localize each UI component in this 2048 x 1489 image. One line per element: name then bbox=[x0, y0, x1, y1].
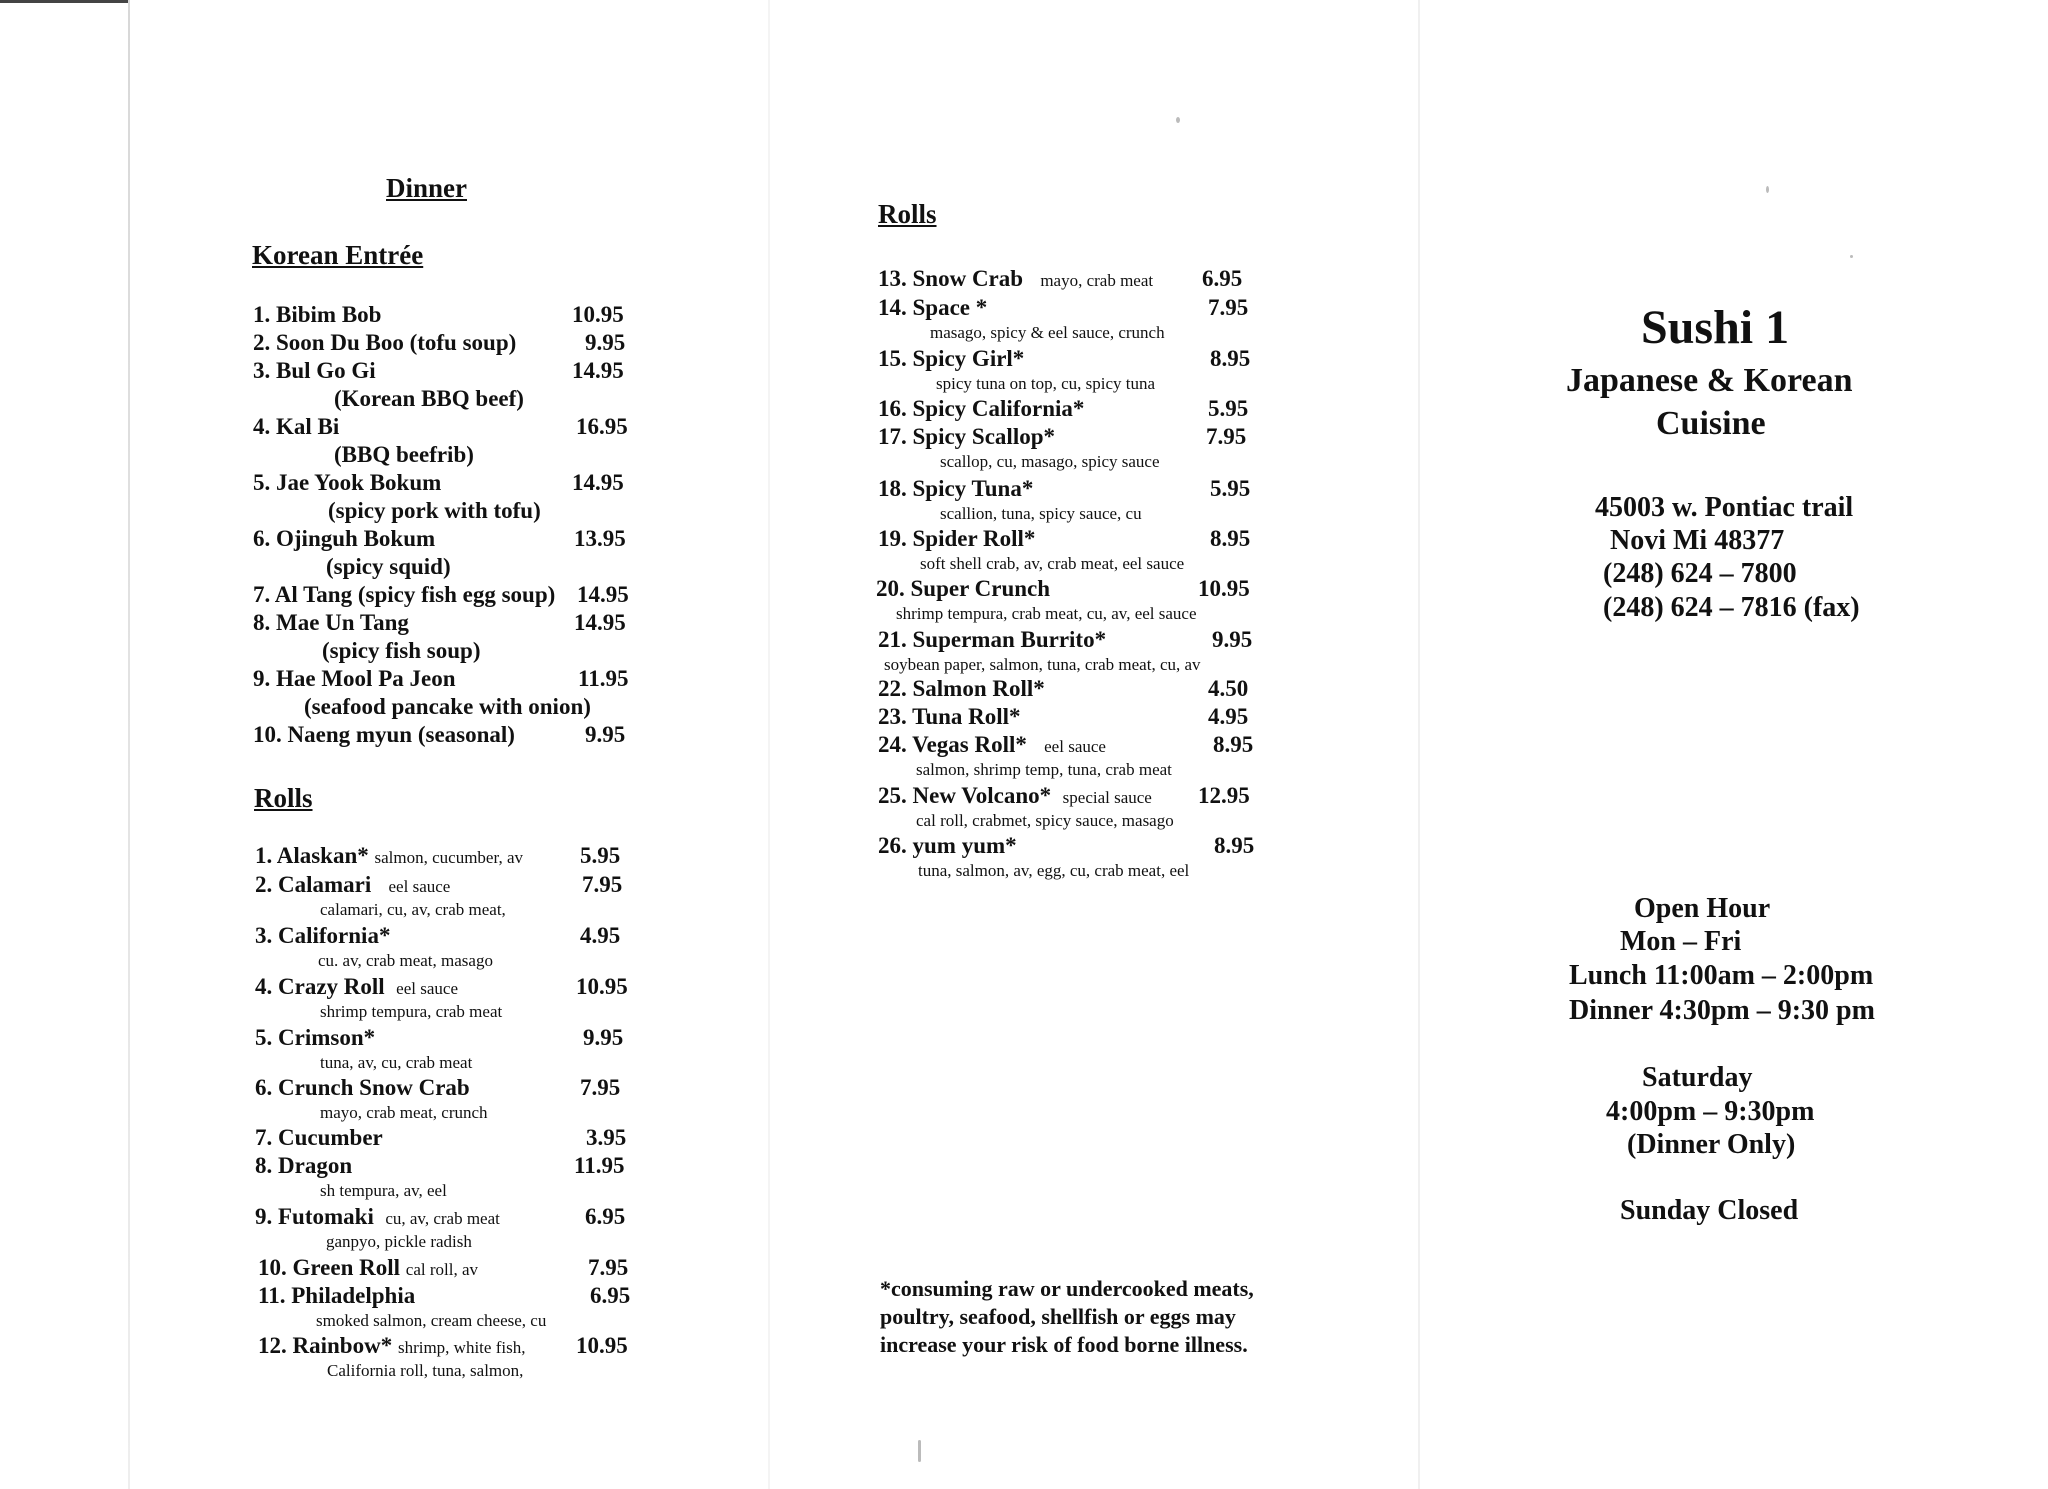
address-street: 45003 w. Pontiac trail bbox=[1595, 492, 1854, 523]
entree-desc: (BBQ beefrib) bbox=[334, 442, 474, 467]
roll-price: 9.95 bbox=[1212, 627, 1253, 652]
roll-desc: shrimp tempura, crab meat bbox=[320, 1002, 503, 1021]
roll-price: 5.95 bbox=[1208, 396, 1249, 421]
roll-desc: mayo, crab meat, crunch bbox=[320, 1103, 488, 1122]
roll-name: 14. Space * bbox=[878, 295, 988, 320]
entree-desc: (spicy fish soup) bbox=[322, 638, 481, 663]
dinner-heading: Dinner bbox=[386, 173, 467, 203]
sunday-closed: Sunday Closed bbox=[1620, 1195, 1799, 1226]
roll-price: 8.95 bbox=[1210, 526, 1251, 551]
roll-price: 5.95 bbox=[1210, 476, 1251, 501]
roll-desc: cal roll, crabmet, spicy sauce, masago bbox=[916, 811, 1174, 830]
roll-price: 9.95 bbox=[583, 1025, 624, 1050]
roll-name: 8. Dragon bbox=[255, 1153, 353, 1178]
roll-desc: smoked salmon, cream cheese, cu bbox=[316, 1311, 547, 1330]
roll-inline-note: cal roll, av bbox=[405, 1260, 479, 1279]
roll-inline-note: salmon, cucumber, av bbox=[374, 848, 524, 867]
roll-desc: scallop, cu, masago, spicy sauce bbox=[940, 452, 1160, 471]
roll-price: 7.95 bbox=[1208, 295, 1249, 320]
dinner-hours: Dinner 4:30pm – 9:30 pm bbox=[1569, 995, 1875, 1026]
open-hour-heading: Open Hour bbox=[1634, 893, 1771, 924]
fold-line bbox=[768, 0, 770, 1489]
roll-desc: salmon, shrimp temp, tuna, crab meat bbox=[916, 760, 1172, 779]
roll-desc: spicy tuna on top, cu, spicy tuna bbox=[936, 374, 1156, 393]
entree-price: 11.95 bbox=[578, 666, 629, 691]
entree-name: 10. Naeng myun (seasonal) bbox=[253, 722, 515, 747]
entree-desc: (seafood pancake with onion) bbox=[304, 694, 591, 719]
roll-price: 11.95 bbox=[574, 1153, 625, 1178]
roll-desc: ganpyo, pickle radish bbox=[326, 1232, 472, 1251]
address-city: Novi Mi 48377 bbox=[1610, 525, 1785, 556]
roll-name: 12. Rainbow* shrimp, white fish, bbox=[258, 1333, 526, 1358]
entree-price: 10.95 bbox=[572, 302, 624, 327]
korean-entree-heading: Korean Entrée bbox=[252, 240, 424, 270]
roll-name: 19. Spider Roll* bbox=[878, 526, 1036, 551]
roll-price: 10.95 bbox=[1198, 576, 1250, 601]
entree-name: 8. Mae Un Tang bbox=[253, 610, 409, 635]
phone-number: (248) 624 – 7800 bbox=[1603, 558, 1797, 589]
roll-name: 23. Tuna Roll* bbox=[878, 704, 1021, 729]
roll-name: 24. Vegas Roll* eel sauce bbox=[878, 732, 1106, 757]
roll-price: 4.95 bbox=[580, 923, 621, 948]
entree-name: 9. Hae Mool Pa Jeon bbox=[253, 666, 456, 691]
rolls-heading: Rolls bbox=[878, 199, 937, 229]
roll-inline-note: eel sauce bbox=[1044, 737, 1106, 756]
roll-desc: soft shell crab, av, crab meat, eel sauce bbox=[920, 554, 1185, 573]
roll-name: 4. Crazy Roll eel sauce bbox=[255, 974, 458, 999]
entree-name: 6. Ojinguh Bokum bbox=[253, 526, 436, 551]
roll-inline-note: special sauce bbox=[1062, 788, 1152, 807]
restaurant-name: Sushi 1 bbox=[1641, 301, 1790, 354]
roll-desc: tuna, salmon, av, egg, cu, crab meat, eel bbox=[918, 861, 1190, 880]
roll-price: 8.95 bbox=[1213, 732, 1254, 757]
roll-desc: shrimp tempura, crab meat, cu, av, eel sauce bbox=[896, 604, 1197, 623]
saturday-label: Saturday bbox=[1642, 1062, 1753, 1093]
cuisine-line-2: Cuisine bbox=[1656, 405, 1766, 442]
entree-desc: (spicy pork with tofu) bbox=[328, 498, 541, 523]
roll-desc: soybean paper, salmon, tuna, crab meat, cu, av bbox=[884, 655, 1201, 674]
lunch-hours: Lunch 11:00am – 2:00pm bbox=[1569, 960, 1874, 991]
entree-name: 1. Bibim Bob bbox=[253, 302, 382, 327]
roll-price: 8.95 bbox=[1210, 346, 1251, 371]
roll-inline-note: mayo, crab meat bbox=[1040, 271, 1154, 290]
roll-desc: tuna, av, cu, crab meat bbox=[320, 1053, 473, 1072]
roll-price: 6.95 bbox=[590, 1283, 631, 1308]
entree-name: 5. Jae Yook Bokum bbox=[253, 470, 442, 495]
cuisine-line-1: Japanese & Korean bbox=[1566, 362, 1853, 399]
entree-name: 2. Soon Du Boo (tofu soup) bbox=[253, 330, 517, 355]
entree-price: 16.95 bbox=[576, 414, 628, 439]
entree-name: 4. Kal Bi bbox=[253, 414, 340, 439]
rolls-heading: Rolls bbox=[254, 783, 313, 813]
entree-price: 13.95 bbox=[574, 526, 626, 551]
entree-price: 14.95 bbox=[574, 610, 626, 635]
entree-price: 14.95 bbox=[577, 582, 629, 607]
roll-desc: sh tempura, av, eel bbox=[320, 1181, 447, 1200]
scan-speck bbox=[918, 1440, 921, 1462]
roll-inline-note: shrimp, white fish, bbox=[397, 1338, 526, 1357]
roll-name: 16. Spicy California* bbox=[878, 396, 1085, 421]
roll-price: 7.95 bbox=[580, 1075, 621, 1100]
entree-price: 9.95 bbox=[585, 722, 626, 747]
roll-name: 5. Crimson* bbox=[255, 1025, 376, 1050]
scan-speck bbox=[1766, 186, 1769, 193]
roll-name: 18. Spicy Tuna* bbox=[878, 476, 1034, 501]
fold-line bbox=[1418, 0, 1420, 1489]
roll-name: 13. Snow Crab mayo, crab meat bbox=[878, 266, 1154, 291]
roll-price: 10.95 bbox=[576, 1333, 628, 1358]
roll-name: 9. Futomaki cu, av, crab meat bbox=[255, 1204, 500, 1229]
roll-inline-note: eel sauce bbox=[396, 979, 458, 998]
roll-price: 6.95 bbox=[1202, 266, 1243, 291]
weekday-label: Mon – Fri bbox=[1620, 926, 1742, 957]
roll-name: 7. Cucumber bbox=[255, 1125, 383, 1150]
roll-name: 11. Philadelphia bbox=[258, 1283, 416, 1308]
roll-name: 3. California* bbox=[255, 923, 391, 948]
roll-price: 12.95 bbox=[1198, 783, 1250, 808]
roll-price: 6.95 bbox=[585, 1204, 626, 1229]
entree-name: 3. Bul Go Gi bbox=[253, 358, 376, 383]
roll-name: 22. Salmon Roll* bbox=[878, 676, 1045, 701]
roll-name: 20. Super Crunch bbox=[876, 576, 1051, 601]
roll-price: 4.95 bbox=[1208, 704, 1249, 729]
roll-desc: masago, spicy & eel sauce, crunch bbox=[930, 323, 1165, 342]
dinner-only-note: (Dinner Only) bbox=[1627, 1129, 1796, 1160]
roll-name: 1. Alaskan* salmon, cucumber, av bbox=[255, 843, 524, 868]
scan-edge-line bbox=[0, 0, 130, 3]
roll-inline-note: cu, av, crab meat bbox=[385, 1209, 500, 1228]
entree-desc: (Korean BBQ beef) bbox=[334, 386, 524, 411]
entree-name: 7. Al Tang (spicy fish egg soup) bbox=[253, 582, 556, 607]
roll-price: 3.95 bbox=[586, 1125, 627, 1150]
page-edge bbox=[128, 0, 130, 1489]
roll-name: 10. Green Roll cal roll, av bbox=[258, 1255, 479, 1280]
scan-speck bbox=[1176, 117, 1180, 123]
roll-price: 7.95 bbox=[1206, 424, 1247, 449]
entree-price: 14.95 bbox=[572, 470, 624, 495]
saturday-hours: 4:00pm – 9:30pm bbox=[1606, 1096, 1815, 1127]
entree-price: 9.95 bbox=[585, 330, 626, 355]
roll-desc: California roll, tuna, salmon, bbox=[327, 1361, 524, 1380]
entree-price: 14.95 bbox=[572, 358, 624, 383]
raw-food-warning: *consuming raw or undercooked meats, poultry, seafood, shellfish or eggs may increase your risk of food borne illness. bbox=[880, 1276, 1254, 1357]
roll-price: 5.95 bbox=[580, 843, 621, 868]
roll-price: 7.95 bbox=[588, 1255, 629, 1280]
entree-desc: (spicy squid) bbox=[326, 554, 451, 579]
roll-name: 21. Superman Burrito* bbox=[878, 627, 1107, 652]
roll-price: 8.95 bbox=[1214, 833, 1255, 858]
roll-desc: scallion, tuna, spicy sauce, cu bbox=[940, 504, 1142, 523]
roll-name: 26. yum yum* bbox=[878, 833, 1017, 858]
roll-name: 15. Spicy Girl* bbox=[878, 346, 1025, 371]
roll-price: 7.95 bbox=[582, 872, 623, 897]
roll-desc: cu. av, crab meat, masago bbox=[318, 951, 493, 970]
roll-desc: calamari, cu, av, crab meat, bbox=[320, 900, 506, 919]
roll-price: 10.95 bbox=[576, 974, 628, 999]
roll-name: 25. New Volcano* special sauce bbox=[878, 783, 1152, 808]
scan-speck bbox=[1850, 255, 1853, 258]
roll-name: 17. Spicy Scallop* bbox=[878, 424, 1056, 449]
fax-number: (248) 624 – 7816 (fax) bbox=[1603, 592, 1860, 623]
roll-name: 2. Calamari eel sauce bbox=[255, 872, 451, 897]
roll-inline-note: eel sauce bbox=[388, 877, 451, 896]
roll-price: 4.50 bbox=[1208, 676, 1249, 701]
roll-name: 6. Crunch Snow Crab bbox=[255, 1075, 470, 1100]
